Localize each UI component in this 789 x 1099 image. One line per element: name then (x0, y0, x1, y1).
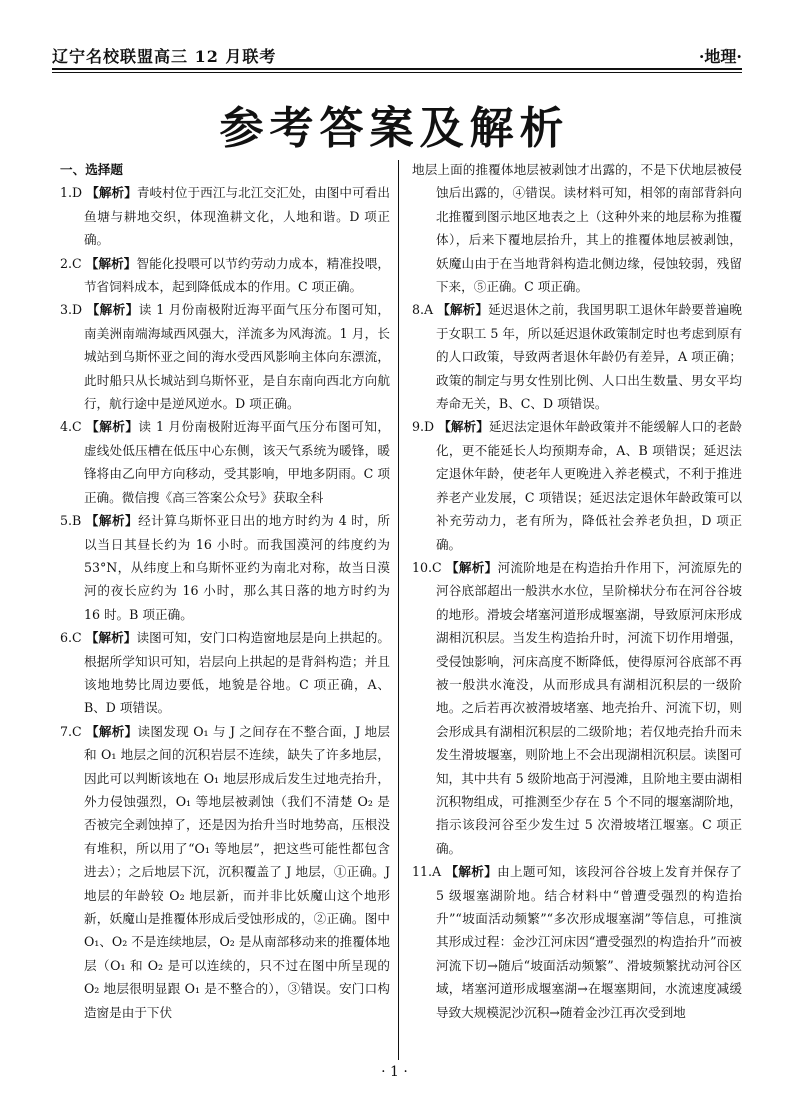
answer-item: 1.D 【解析】青岐村位于西江与北江交汇处，由图中可看出鱼塘与耕地交织，体现渔耕文化，人地和谐。D 项正确。 (60, 185, 390, 248)
answer-item: 8.A 【解析】延迟退休之前，我国男职工退休年龄要普遍晚于女职工 5 年，所以延迟退休政策制定时也考虑到原有的人口政策，导致两者退休年龄仍有差异，A 项正确；政策的制定与男女性别比例、人口出生数量、男女平均寿命无关，B、C、D 项错误。 (412, 302, 743, 412)
section-heading: 一、选择题 (60, 162, 123, 177)
subject-label: ·地理· (698, 47, 742, 66)
exam-name: 辽宁名校联盟高三 12 月联考 (52, 47, 277, 66)
answer-item: 5.B 【解析】经计算乌斯怀亚日出的地方时约为 4 时，所以当日其昼长约为 16 小时。而我国漠河的纬度约为 53°N，从纬度上和乌斯怀亚约为南北对称，故当日漠河的夜长应约为 16 小时，那么其日落的地方时约为 16 时。B 项正确。 (60, 513, 390, 622)
left-column (60, 158, 390, 1024)
page-number: · 1 · (381, 1064, 408, 1080)
answer-item-continued: 地层上面的推覆体地层被剥蚀才出露的，不是下伏地层被侵蚀后出露的，④错误。读材料可知，相邻的南部背斜向北推覆到图示地区地表之上（这种外来的地层称为推覆体），后来下覆地层抬升，其上的推覆体地层被剥蚀，妖魔山由于在当地背斜构造北侧边缘，侵蚀较弱，残留下来，⑤正确。C 项正确。 (412, 162, 742, 295)
page-header (52, 40, 742, 68)
page-title: 参考答案及解析 (219, 103, 570, 154)
answer-item: 7.C 【解析】读图发现 O₁ 与 J 之间存在不整合面，J 地层和 O₁ 地层之间的沉积岩层不连续，缺失了许多地层，因此可以判断该地在 O₁ 地层形成后发生过地壳抬升，外力侵蚀强烈，O₁ 等地层被剥蚀（我们不清楚 O₂ 是否被完全剥蚀掉了，还是因为抬升当时地势高，压根没有堆积，所以用了“O₁ 等地层”，把这些可能性都包含进去）；之后地层下沉，沉积覆盖了 J 地层，①正确。J 地层的年龄较 O₂ 地层新，而并非比妖魔山这个地形新，妖魔山是推覆体形成后受蚀形成的，②正确。图中 O₁、O₂ 不是连续地层，O₂ 是从南部移动来的推覆体地层（O₁ 和 O₂ 是可以连续的，只不过在图中所呈现的 O₂ 地层很明显跟 O₁ 是不整合的），③错误。安门口构造窗是由于下伏 (60, 723, 390, 1020)
answer-item: 9.D 【解析】延迟法定退休年龄政策并不能缓解人口的老龄化，更不能延长人均预期寿命，A、B 项错误；延迟法定退休年龄，使老年人更晚进入养老模式，不利于推进养老产业发展，C 项错误；延迟法定退休年龄政策可以补充劳动力，老有所为，降低社会养老负担，D 项正确。 (412, 419, 742, 552)
column-divider (398, 160, 399, 1060)
header-rule-thin (52, 72, 742, 73)
answer-item: 2.C 【解析】智能化投喂可以节约劳动力成本，精准投喂，节省饲料成本，起到降低成本的作用。C 项正确。 (60, 255, 390, 295)
answer-item: 11.A 【解析】由上题可知，该段河谷谷坡上发育并保存了 5 级堰塞湖阶地。结合材料中“曾遭受强烈的构造抬升”“坡面活动频繁”“多次形成堰塞湖”等信息，可推演其形成过程：金沙江河床因“遭受强烈的构造抬升”而被河流下切→随后“坡面活动频繁”、滑坡频繁扰动河谷区域，堵塞河道形成堰塞湖→在堰塞期间，水流速度减缓导致大规模泥沙沉积→随着金沙江再次受到地 (412, 864, 742, 1020)
answer-item: 6.C 【解析】读图可知，安门口构造窗地层是向上拱起的。根据所学知识可知，岩层向上拱起的是背斜构造；并且该地地势比周边要低，地貌是谷地。C 项正确，A、B、D 项错误。 (60, 630, 390, 716)
answer-item: 10.C 【解析】河流阶地是在构造抬升作用下，河流原先的河谷底部超出一般洪水水位，呈阶梯状分布在河谷谷坡的地形。滑坡会堵塞河道形成堰塞湖，导致原河床形成湖相沉积层。当发生构造抬升时，河流下切作用增强，受侵蚀影响，河床高度不断降低，使得原河谷底部不再被一般洪水淹没，从而形成具有湖相沉积层的一级阶地。之后若再次被滑坡堵塞、地壳抬升、河流下切，则会形成具有湖相沉积层的二级阶地；若仅地壳抬升而未发生滑坡堰塞，则阶地上不会出现湖相沉积层。读图可知，其中共有 5 级阶地高于河漫滩，且阶地主要由湖相沉积物组成，可推测至少存在 5 个不同的堰塞湖阶地，指示该段河谷至少发生过 5 次滑坡堵江堰塞。C 项正确。 (412, 559, 743, 856)
answer-item: 4.C 【解析】读 1 月份南极附近海平面气压分布图可知，虚线处低压槽在低压中心东侧，该天气系统为暖锋，暖锋将由乙向甲方向移动，受其影响，甲地多阴雨。C 项正确。微信搜《高三答案公众号》获取全科 (60, 419, 390, 505)
answer-item: 3.D 【解析】读 1 月份南极附近海平面气压分布图可知，南美洲南端海域西风强大，洋流多为风海流。1 月，长城站到乌斯怀亚之间的海水受西风影响主体向东漂流，此时船只从长城站到乌斯怀亚，是自东南向西北方向航行，航行途中是逆风逆水。D 项正确。 (60, 302, 390, 412)
right-column (412, 158, 742, 1024)
header-rule-thick (52, 68, 742, 70)
